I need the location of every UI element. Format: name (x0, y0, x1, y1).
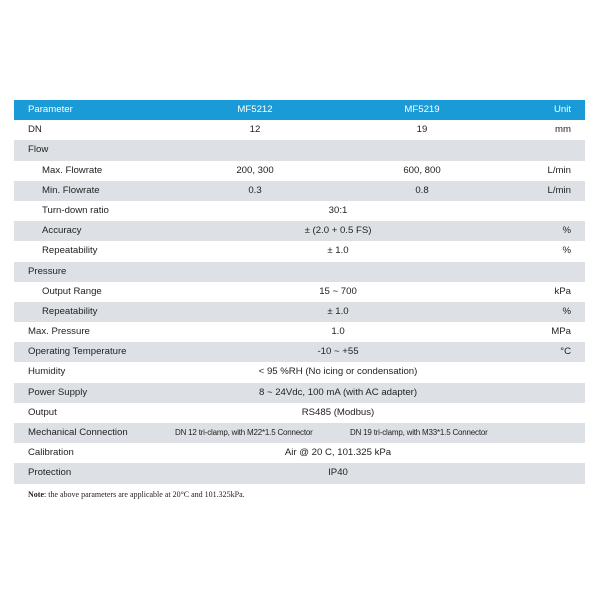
unit-value: mm (555, 124, 571, 136)
param-label: Humidity (28, 366, 66, 378)
param-label: Output Range (42, 285, 102, 297)
param-label: DN (28, 124, 42, 136)
row-operating-temperature: Operating Temperature -10 ~ +55 °C (14, 342, 585, 362)
param-label: Max. Pressure (28, 326, 90, 338)
param-label: Protection (28, 467, 72, 479)
param-label: Repeatability (42, 305, 98, 317)
unit-value: L/min (547, 184, 571, 196)
row-max-flowrate: Max. Flowrate 200, 300 600, 800 L/min (14, 161, 585, 181)
row-output-range: Output Range 15 ~ 700 kPa (14, 282, 585, 302)
row-humidity: Humidity < 95 %RH (No icing or condensation) (14, 362, 585, 382)
unit-value: L/min (547, 164, 571, 176)
row-pressure-repeatability: Repeatability ± 1.0 % (14, 302, 585, 322)
row-output: Output RS485 (Modbus) (14, 403, 585, 423)
row-flow (14, 140, 585, 160)
param-label: Turn-down ratio (42, 204, 109, 216)
unit-value: °C (560, 346, 571, 358)
row-max-pressure: Max. Pressure 1.0 MPa (14, 322, 585, 342)
param-label: Calibration (28, 447, 74, 459)
footnote (28, 490, 245, 499)
header-unit: Unit (553, 104, 571, 115)
param-label: Repeatability (42, 245, 98, 257)
section-label: Pressure (28, 265, 67, 277)
row-flow-repeatability: Repeatability ± 1.0 % (14, 241, 585, 261)
row-pressure (14, 262, 585, 282)
unit-value: kPa (554, 285, 571, 297)
mf5219-value: DN 19 tri-clamp, with M33*1.5 Connector (350, 428, 488, 437)
row-dn: DN 12 19 mm (14, 120, 585, 140)
row-mechanical-connection (14, 423, 585, 443)
row-turndown: Turn-down ratio 30:1 (14, 201, 585, 221)
header-parameter: Parameter (28, 104, 73, 115)
row-min-flowrate: Min. Flowrate 0.3 0.8 L/min (14, 181, 585, 201)
param-label: Output (28, 406, 57, 418)
unit-value: % (562, 225, 571, 237)
unit-value: MPa (551, 326, 571, 338)
spec-table (14, 100, 585, 484)
section-label: Flow (28, 144, 49, 156)
unit-value: % (562, 245, 571, 257)
row-protection: Protection IP40 (14, 463, 585, 483)
row-accuracy: Accuracy ± (2.0 + 0.5 FS) % (14, 221, 585, 241)
param-label: Power Supply (28, 386, 88, 398)
param-label: Accuracy (42, 225, 82, 237)
param-label: Mechanical Connection (28, 427, 128, 438)
mf5212-value: DN 12 tri-clamp, with M22*1.5 Connector (175, 428, 313, 437)
table-header-row: Parameter MF5212 MF5219 Unit (14, 100, 585, 120)
row-calibration: Calibration Air @ 20 C, 101.325 kPa (14, 443, 585, 463)
note-text: : the above parameters are applicable at 20°C and 101.325kPa. (44, 490, 245, 499)
param-label: Operating Temperature (28, 346, 127, 358)
param-label: Min. Flowrate (42, 184, 100, 196)
row-power-supply: Power Supply 8 ~ 24Vdc, 100 mA (with AC adapter) (14, 383, 585, 403)
unit-value: % (562, 305, 571, 317)
param-label: Max. Flowrate (42, 164, 103, 176)
note-prefix: Note (28, 490, 44, 499)
